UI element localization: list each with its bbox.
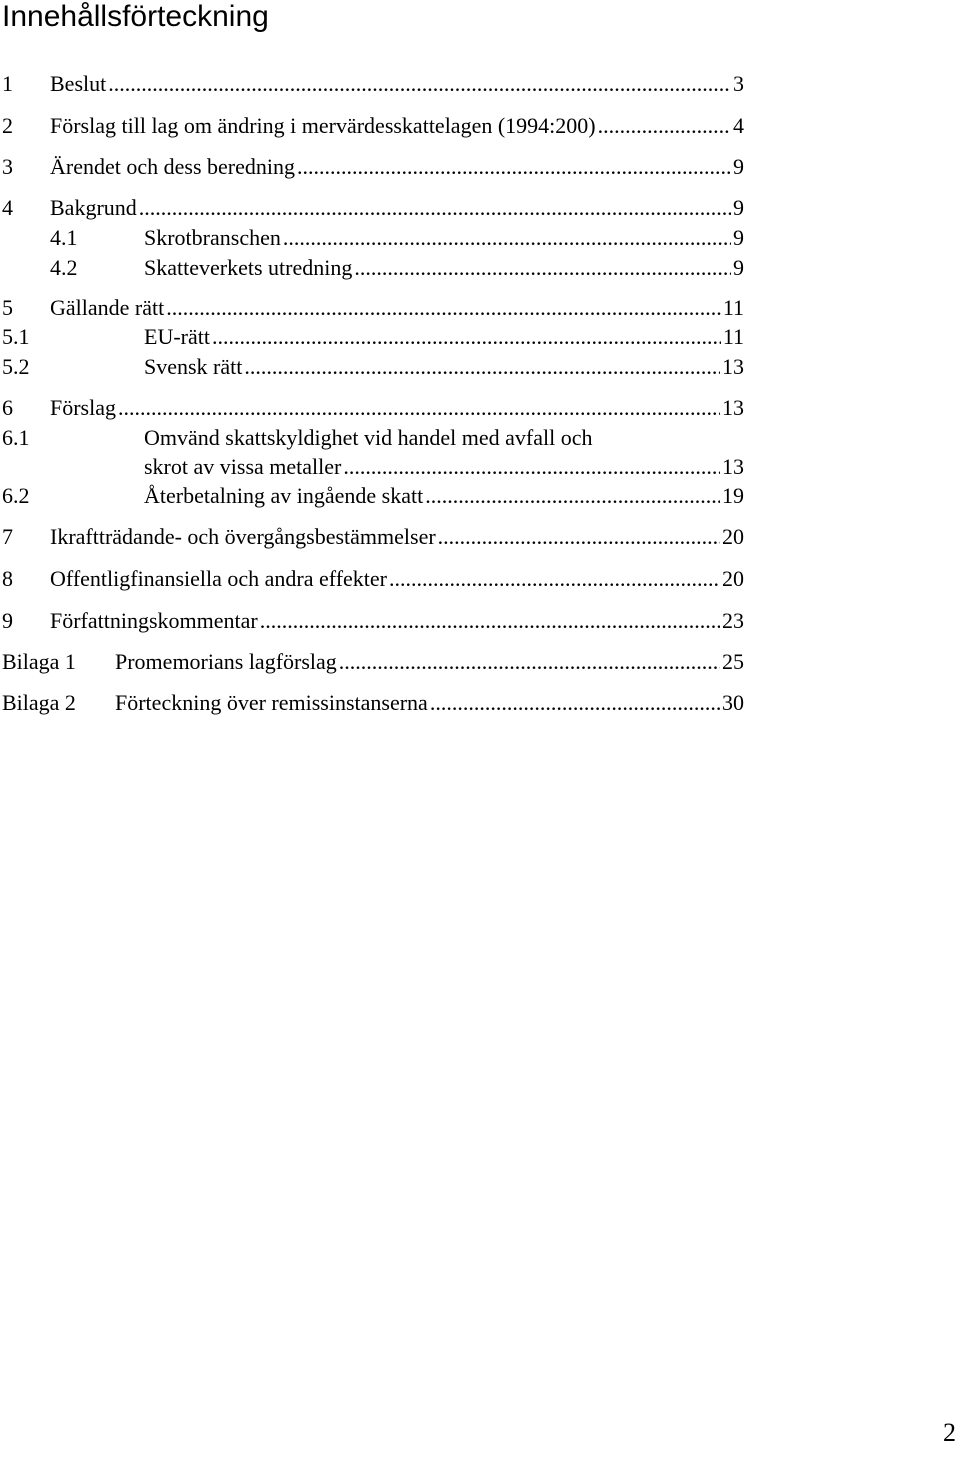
dot-leader [389, 565, 720, 593]
toc-entry-label [144, 323, 744, 351]
toc-entry-page: 11 [722, 295, 744, 320]
toc-entry-label [50, 607, 744, 635]
toc-entry-label [144, 353, 744, 381]
toc-entry-page: 13 [722, 395, 744, 420]
toc-entry-number: Bilaga 1 [2, 649, 76, 674]
toc-entry-number: 9 [2, 608, 13, 633]
toc-entry-page: 30 [722, 690, 744, 715]
toc-appendix-entry[interactable] [0, 648, 744, 676]
toc-entry-title: skrot av vissa metaller [144, 454, 342, 479]
toc-entry-label [50, 153, 744, 181]
toc-subentry[interactable] [0, 323, 744, 351]
toc-entry-title: Förteckning över remissinstanserna [115, 690, 428, 715]
toc-entry-label [50, 70, 744, 98]
toc-entry-label [144, 482, 744, 510]
dot-leader [118, 394, 720, 422]
toc-entry-title: Författningskommentar [50, 608, 258, 633]
toc-entry[interactable] [0, 70, 744, 98]
toc-entry-number: 2 [2, 113, 13, 138]
dot-leader [297, 153, 731, 181]
toc-entry-number: 4.2 [50, 255, 78, 280]
toc-entry-number: 7 [2, 524, 13, 549]
toc-entry-page: 19 [722, 483, 744, 508]
toc-entry-page: 11 [722, 324, 744, 349]
toc-entry-page: 13 [722, 454, 744, 479]
toc-entry-title: Gällande rätt [50, 295, 165, 320]
toc-entry-page: 23 [722, 608, 744, 633]
toc-entry-number: Bilaga 2 [2, 690, 76, 715]
toc-entry-label [144, 254, 744, 282]
toc-entry-page: 4 [733, 113, 744, 138]
toc-entry-page: 20 [722, 524, 744, 549]
dot-leader [438, 523, 720, 551]
toc-entry-title: Förslag till lag om ändring i mervärdesskattelagen (1994:200) [50, 113, 596, 138]
dot-leader [108, 70, 731, 98]
toc-entry-title: Skrotbranschen [144, 225, 281, 250]
toc-entry-number: 4.1 [50, 225, 78, 250]
toc-entry-number: 5 [2, 295, 13, 320]
toc-entry-title: Skatteverkets utredning [144, 255, 353, 280]
toc-subentry[interactable] [0, 224, 744, 252]
page-title: Innehållsförteckning [2, 0, 269, 33]
toc-entry[interactable] [0, 607, 744, 635]
toc-entry-number: 5.2 [2, 354, 30, 379]
toc-entry-label [115, 648, 744, 676]
toc-entry-page: 9 [733, 255, 744, 280]
toc-entry-label [144, 453, 744, 481]
toc-entry-label [50, 194, 744, 222]
toc-entry-number: 4 [2, 195, 13, 220]
toc-entry[interactable] [0, 394, 744, 422]
toc-subentry[interactable] [0, 424, 744, 452]
dot-leader [354, 254, 731, 282]
dot-leader [139, 194, 731, 222]
toc-entry-title: Förslag [50, 395, 116, 420]
dot-leader [212, 323, 721, 351]
toc-entry-title: Bakgrund [50, 195, 137, 220]
toc-subentry-continuation[interactable] [0, 453, 744, 481]
toc-entry-title: Promemorians lagförslag [115, 649, 337, 674]
toc-entry-title: Återbetalning av ingående skatt [144, 483, 424, 508]
toc-entry-page: 9 [733, 154, 744, 179]
toc-entry-number: 5.1 [2, 324, 30, 349]
toc-entry-page: 3 [733, 71, 744, 96]
toc-entry-page: 9 [733, 225, 744, 250]
toc-entry-title: Svensk rätt [144, 354, 243, 379]
toc-subentry[interactable] [0, 353, 744, 381]
toc-appendix-entry[interactable] [0, 689, 744, 717]
toc-entry-page: 9 [733, 195, 744, 220]
toc-entry-title: Beslut [50, 71, 107, 96]
dot-leader [430, 689, 720, 717]
toc-entry[interactable] [0, 565, 744, 593]
toc-entry-number: 3 [2, 154, 13, 179]
toc-entry[interactable] [0, 153, 744, 181]
toc-entry-page: 25 [722, 649, 744, 674]
toc-entry-label [50, 394, 744, 422]
toc-entry-label [50, 294, 744, 322]
toc-entry-title: Omvänd skattskyldighet vid handel med avfall och [144, 425, 593, 450]
dot-leader [425, 482, 720, 510]
toc-entry-page: 20 [722, 566, 744, 591]
toc-entry[interactable] [0, 294, 744, 322]
dot-leader [166, 294, 721, 322]
toc-entry-title: EU-rätt [144, 324, 210, 349]
dot-leader [260, 607, 720, 635]
toc-entry[interactable] [0, 523, 744, 551]
dot-leader [343, 453, 720, 481]
dot-leader [598, 112, 731, 140]
toc-entry-label [50, 565, 744, 593]
toc-entry-label [144, 224, 744, 252]
dot-leader [339, 648, 720, 676]
page-number: 2 [943, 1418, 956, 1447]
toc-subentry[interactable] [0, 482, 744, 510]
toc-entry-title: Ikraftträdande- och övergångsbestämmelser [50, 524, 436, 549]
toc-subentry[interactable] [0, 254, 744, 282]
toc-entry-page: 13 [722, 354, 744, 379]
toc-entry-label [50, 523, 744, 551]
toc-entry-number: 1 [2, 71, 13, 96]
toc-entry-number: 8 [2, 566, 13, 591]
toc-entry-title: Ärendet och dess beredning [50, 154, 295, 179]
toc-entry-label [115, 689, 744, 717]
toc-entry-number: 6.1 [2, 425, 30, 450]
toc-entry-title: Offentligfinansiella och andra effekter [50, 566, 387, 591]
toc-entry-number: 6.2 [2, 483, 30, 508]
dot-leader [283, 224, 731, 252]
toc-entry[interactable] [0, 194, 744, 222]
dot-leader [244, 353, 720, 381]
toc-entry-label [50, 112, 744, 140]
toc-entry-number: 6 [2, 395, 13, 420]
toc-entry[interactable] [0, 112, 744, 140]
